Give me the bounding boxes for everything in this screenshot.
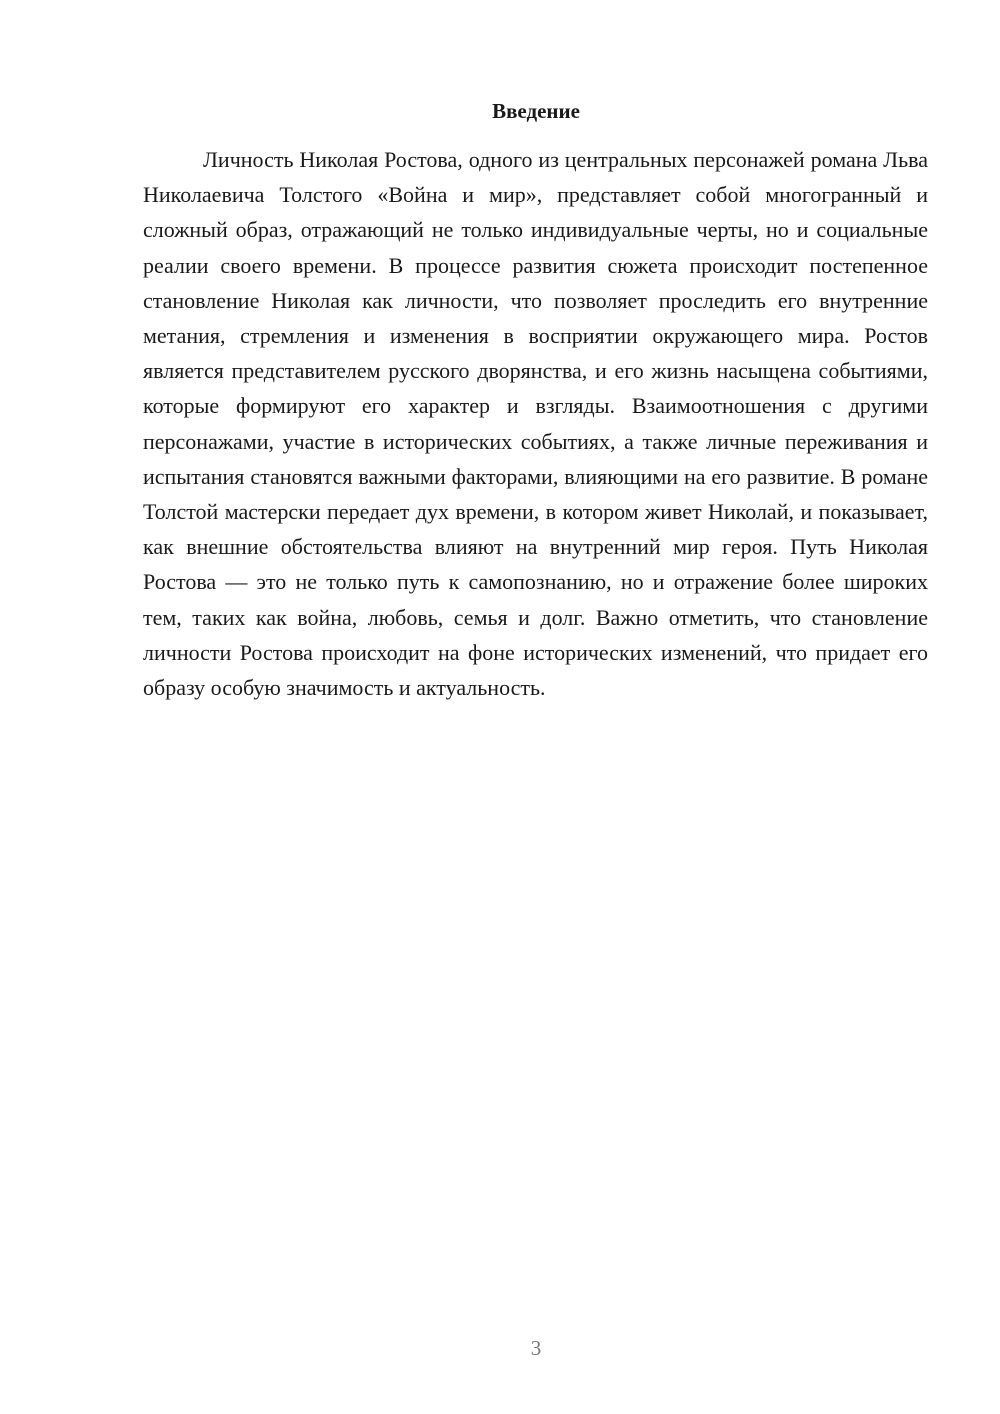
page-number: 3 bbox=[530, 1336, 542, 1360]
body-paragraph: Личность Николая Ростова, одного из центральных персонажей романа Льва Николаевича Толстого «Война и мир», представляет собой многогранный и сложный образ, отражающий не только индивидуальные черты, но и социальные реалии своего времени. В процессе развития сюжета происходит постепенное становление Николая как личности, что позволяет проследить его внутренние метания, стремления и изменения в восприятии окружающего мира. Ростов является представителем русского дворянства, и его жизнь насыщена событиями, которые формируют его характер и взгляды. Взаимоотношения с другими персонажами, участие в исторических событиях, а также личные переживания и испытания становятся важными факторами, влияющими на его развитие. В романе Толстой мастерски передает дух времени, в котором живет Николай, и показывает, как внешние обстоятельства влияют на внутренний мир героя. Путь Николая Ростова — это не только путь к самопознанию, но и отражение более широких тем, таких как война, любовь, семья и долг. Важно отметить, что становление личности Ростова происходит на фоне исторических изменений, что придает его образу особую значимость и актуальность. bbox=[143, 147, 928, 701]
section-heading: Введение bbox=[492, 99, 580, 123]
